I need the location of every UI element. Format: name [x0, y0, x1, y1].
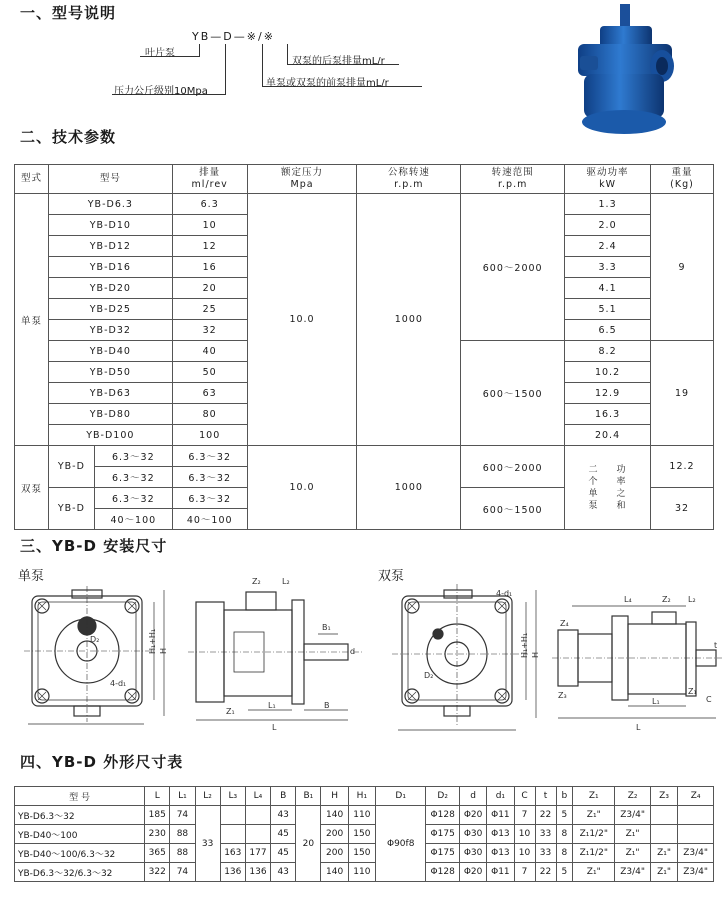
th-speed: 公称转速 r.p.m: [357, 165, 461, 194]
cell-single-label: 单泵: [15, 194, 49, 446]
table-row: YB-D40～100 230 88 45 200 150 Φ175 Φ30 Φ13 10 33 8 Z₁1/2" Z₁": [15, 825, 714, 844]
cell-double-label: 双泵: [15, 446, 49, 530]
cell-double-speed: 1000: [357, 446, 461, 530]
single-front-drawing: [14, 582, 184, 732]
table-row: YB-D 6.3～32 6.3～32 600～1500 32: [15, 488, 714, 509]
table-row: YB-D20 20 4.1: [15, 278, 714, 299]
th-weight: 重量 (Kg): [651, 165, 714, 194]
pump-photo: [570, 0, 675, 140]
dim-z2-double: Z₂: [662, 595, 671, 604]
dim-l4: L₄: [624, 595, 632, 604]
cell-double-weight-a: 12.2: [651, 446, 714, 488]
section-title-model: 一、型号说明: [20, 4, 117, 22]
double-side-drawing: [552, 590, 724, 740]
model-code: YB—D—※/※: [192, 30, 275, 43]
table-row: YB-D16 16 3.3: [15, 257, 714, 278]
dim-t: t: [714, 641, 718, 650]
dim-h1-double: H₁+H₁: [520, 632, 529, 658]
cell-double-range-b: 600～1500: [461, 488, 565, 530]
code-rear: ※: [263, 30, 275, 43]
dim-z1: Z₁: [226, 707, 235, 716]
label-front-displacement: 单泵或双泵的前泵排量mL/r: [266, 78, 389, 89]
label-rear-displacement: 双泵的后泵排量mL/r: [292, 56, 385, 67]
cell-d1-merged: Φ90f8: [376, 806, 426, 882]
th-type: 型式: [15, 165, 49, 194]
cell-double-range-a: 600～2000: [461, 446, 565, 488]
label-pressure-grade: 压力公斤级别10Mpa: [114, 86, 208, 97]
table-row: 6.3～32 6.3～32: [15, 467, 714, 488]
table-row: YB-D6.3～32/6.3～32 322 74 136 136 43 140 110 Φ128 Φ20 Φ11 7 22 5 Z₁" Z3/4" Z₁" Z3/4": [15, 863, 714, 882]
dim-l-double: L: [636, 723, 641, 732]
table-row: YB-D6.3～32 185 74 33 43 20 140 110 Φ90f8 Φ128 Φ20 Φ11 7 22 5 Z₁" Z3/4": [15, 806, 714, 825]
label-single-pump: 单泵: [18, 569, 45, 584]
dim-d2-double: D₂: [424, 671, 434, 680]
dim-z4: Z₄: [560, 619, 569, 628]
dim-z3: Z₃: [558, 691, 567, 700]
dim-b1: B₁: [322, 623, 331, 632]
dimension-table: [14, 786, 714, 882]
table-row: YB-D25 25 5.1: [15, 299, 714, 320]
dim-b: B: [324, 701, 330, 710]
label-vane-pump: 叶片泵: [145, 48, 175, 59]
table-row: YB-D12 12 2.4: [15, 236, 714, 257]
dim-h: H: [159, 647, 168, 654]
table-row: YB-D50 50 10.2: [15, 362, 714, 383]
cell-single-weight-b: 19: [651, 341, 714, 446]
dim-h1: H₁+H₁: [148, 628, 157, 654]
dim-l1-double: L₁: [652, 697, 660, 706]
cell-single-range-a: 600～2000: [461, 194, 565, 341]
table-row: YB-D10 10 2.0: [15, 215, 714, 236]
table-row: YB-D40 40 600～1500 8.2 19: [15, 341, 714, 362]
dim-l2: L₂: [282, 577, 290, 586]
cell-single-weight-a: 9: [651, 194, 714, 341]
section-title-tech: 二、技术参数: [20, 128, 117, 146]
code-front: ※: [246, 30, 258, 43]
cell-double-pressure: 10.0: [247, 446, 357, 530]
table-row: YB-D80 80 16.3: [15, 404, 714, 425]
th-displacement: 排量 ml/rev: [172, 165, 247, 194]
table-row: YB-D32 32 6.5: [15, 320, 714, 341]
cell-single-speed: 1000: [357, 194, 461, 446]
dim-h-double: H: [531, 651, 540, 658]
tech-param-table: [14, 164, 714, 530]
label-double-pump: 双泵: [378, 569, 405, 584]
table-row: YB-D40～100/6.3～32 365 88 163 177 45 200 150 Φ175 Φ30 Φ13 10 33 8 Z₁1/2" Z₁" Z₁" Z3/4": [15, 844, 714, 863]
dim-4d1: 4-d₁: [110, 679, 127, 688]
table-row: 单泵 YB-D6.3 6.3 10.0 1000 600～2000 1.3 9: [15, 194, 714, 215]
double-front-drawing: [388, 582, 553, 737]
section-title-install: 三、YB-D 安装尺寸: [20, 537, 168, 555]
th-speed-range: 转速范围 r.p.m: [461, 165, 565, 194]
th-pressure: 额定压力 Mpa: [247, 165, 357, 194]
dim-l1: L₁: [268, 701, 276, 710]
dim-table-header: 型 号 L L₁ L₂ L₃ L₄ B B₁ H H₁ D₁ D₂ d d₁ C t b Z₁ Z₂ Z₃ Z₄: [15, 787, 714, 806]
dim-d: d: [350, 647, 356, 656]
dim-4d1-double: 4-d₁: [496, 589, 513, 598]
table-row: 双泵 YB-D 6.3～32 6.3～32 10.0 1000 600～2000 二 功 个 率 单 之 泵 和 12.2: [15, 446, 714, 467]
table-row: YB-D63 63 12.9: [15, 383, 714, 404]
th-model: 型号: [48, 165, 172, 194]
cell-single-range-b: 600～1500: [461, 341, 565, 446]
cell-single-pressure: 10.0: [247, 194, 357, 446]
table-row: YB-D100 100 20.4: [15, 425, 714, 446]
cell-b1-merged: 20: [296, 806, 321, 882]
dim-c: C: [706, 695, 712, 704]
dim-z1-double: Z₁: [688, 687, 697, 696]
cell-double-power-note: 二 功 个 率 单 之 泵 和: [565, 446, 651, 530]
code-yb: YB: [192, 30, 211, 43]
dim-l: L: [272, 723, 277, 732]
code-d: D: [223, 30, 234, 43]
dim-z2: Z₂: [252, 577, 261, 586]
dim-d2: D₂: [90, 635, 100, 644]
dim-l2-double: L₂: [688, 595, 696, 604]
section-title-dimensions: 四、YB-D 外形尺寸表: [20, 753, 184, 771]
single-side-drawing: [188, 572, 368, 737]
th-power: 驱动功率 kW: [565, 165, 651, 194]
cell-double-weight-b: 32: [651, 488, 714, 530]
table-row: 40～100 40～100: [15, 509, 714, 530]
cell-l2-merged: 33: [195, 806, 220, 882]
